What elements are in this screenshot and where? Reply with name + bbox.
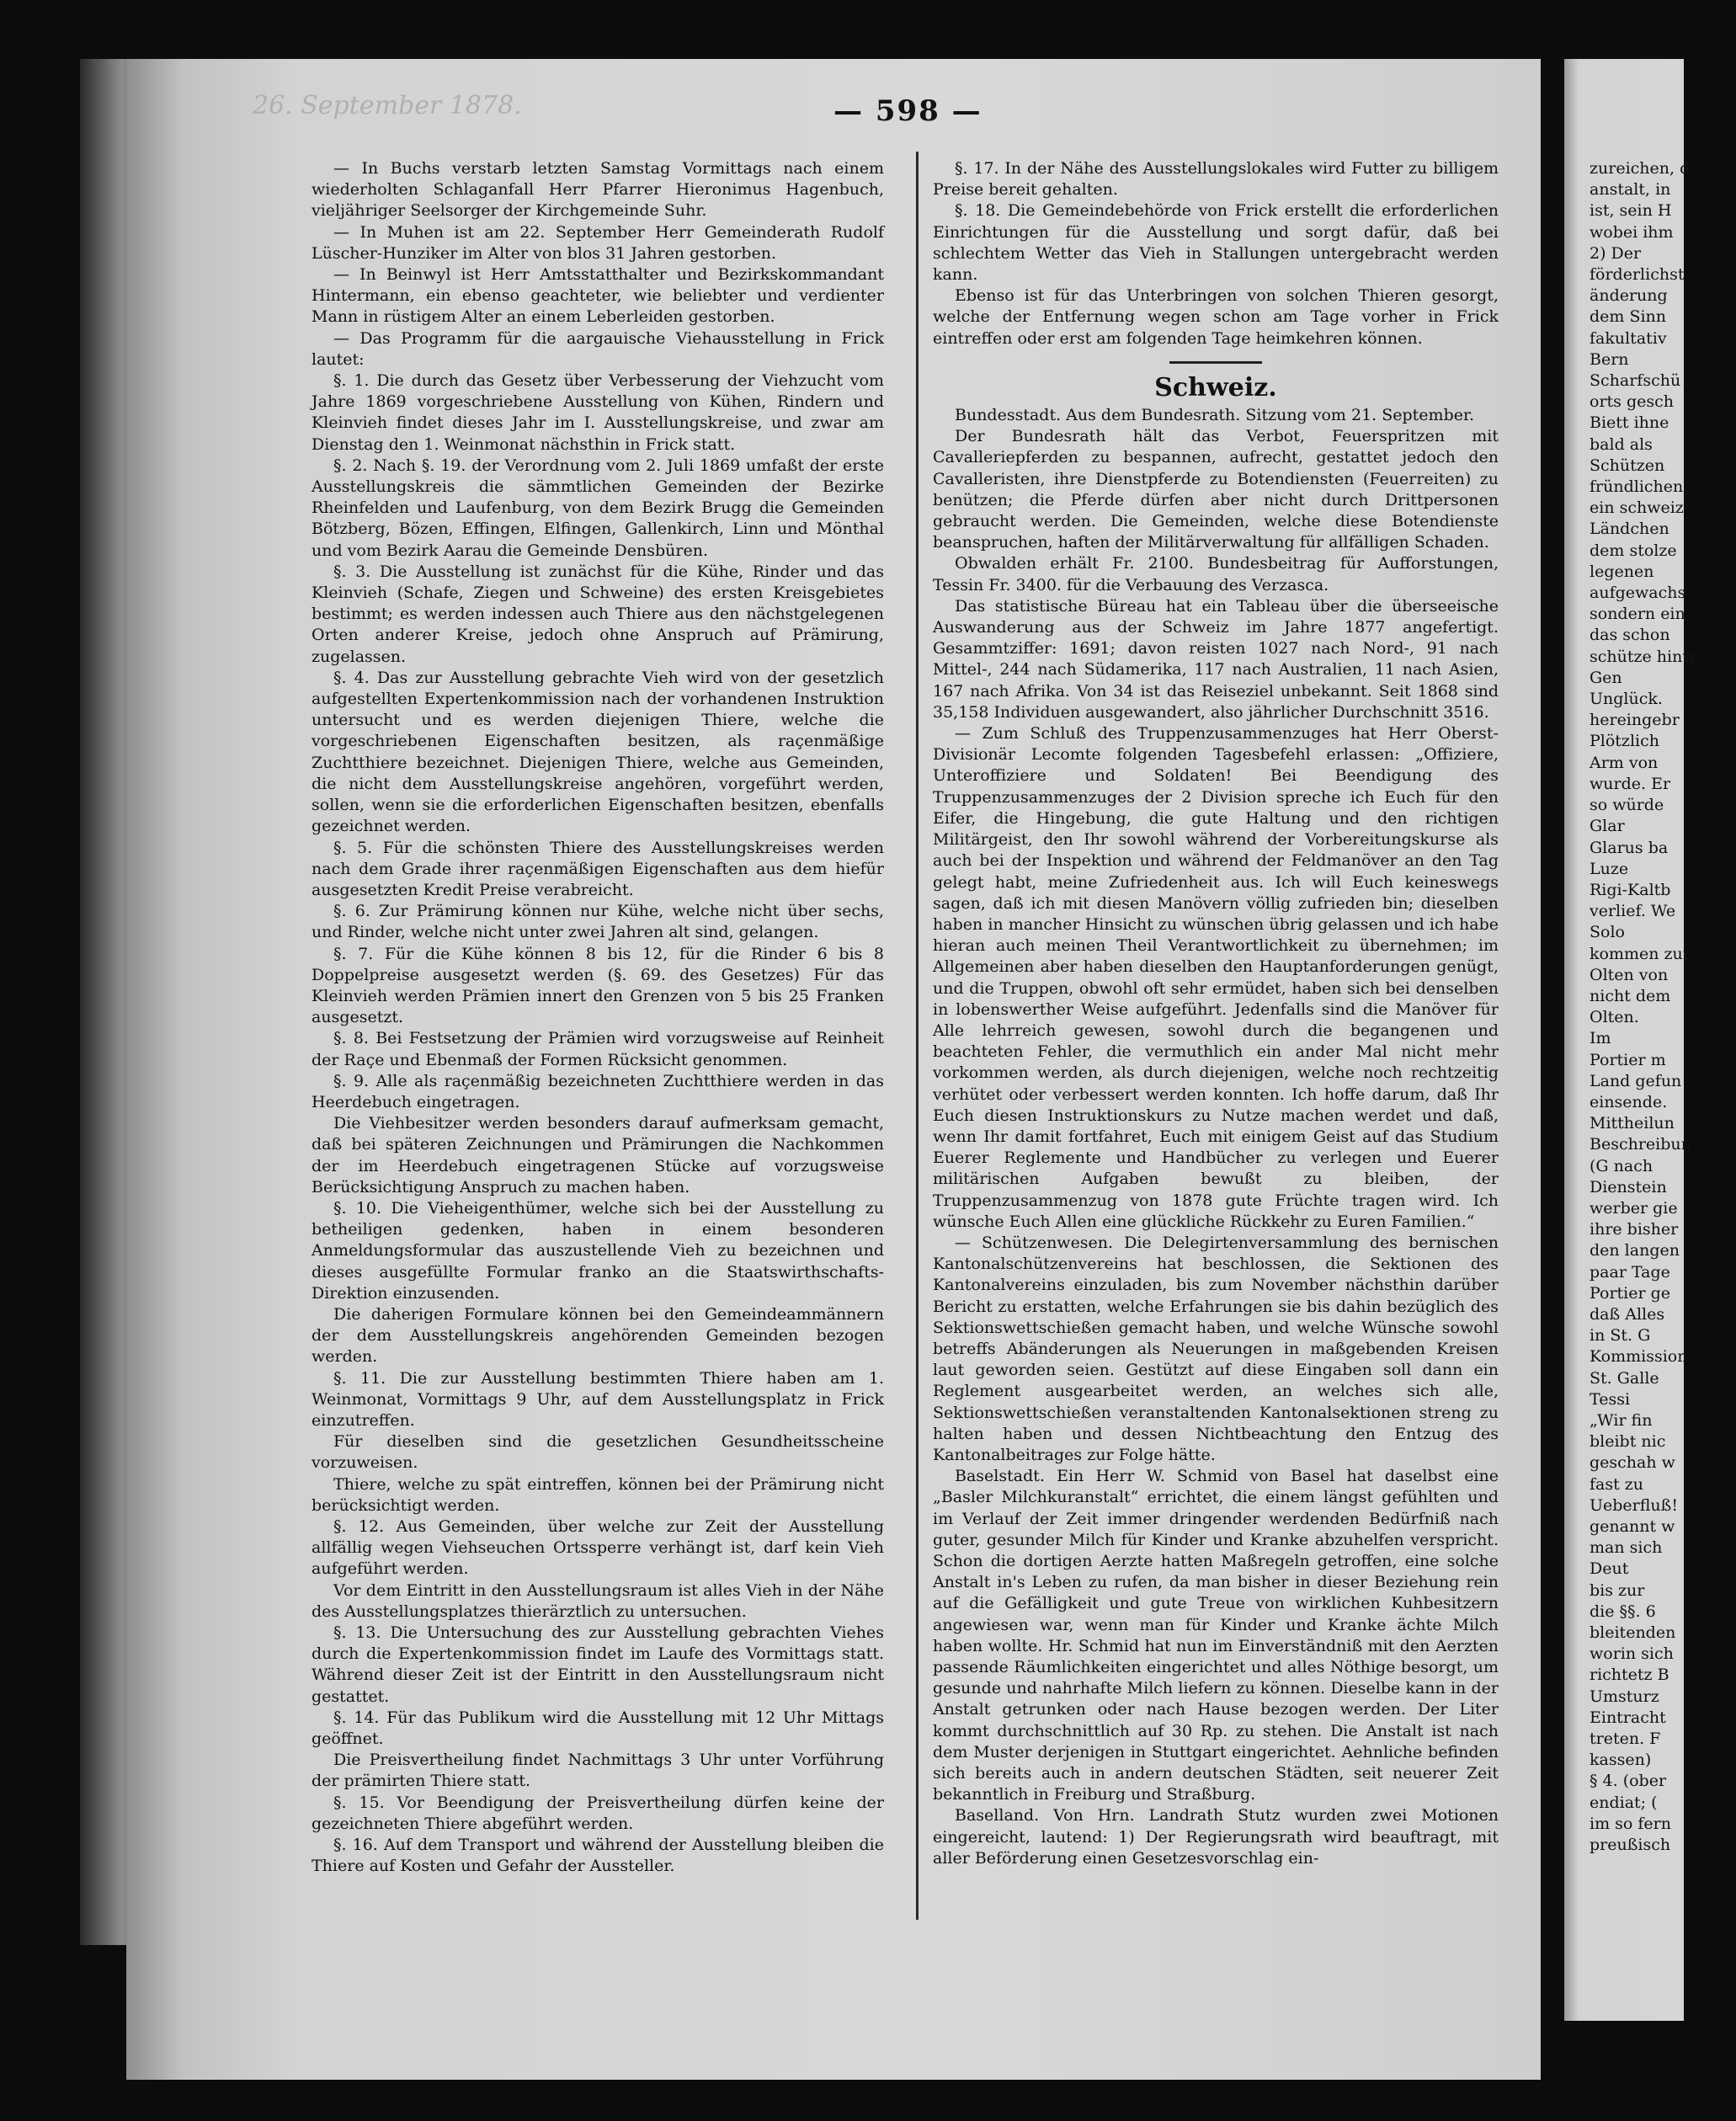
- paragraph: §. 4. Das zur Ausstellung gebrachte Vieh wird von der gesetzlich aufgestellten Expertenkommission nach der vorhandenen Instruktion untersucht und es werden diejenigen Thiere, welche die vorgeschriebenen Eigenschaften besitzen, als raçenmäßige Zuchtthiere bezeichnet. Diejenigen Thiere, welche aus Gemeinden, die nicht dem Ausstellungskreise angehören, vorgeführt werden, sollen, wenn sie die erforderlichen Eigenschaften besitzen, ebenfalls gezeichnet werden.: [312, 668, 884, 836]
- section-title: Schweiz.: [1154, 372, 1277, 402]
- line-fragment: schütze hinw: [1590, 647, 1696, 666]
- paragraph: Die Viehbesitzer werden besonders darauf aufmerksam gemacht, daß bei späteren Zeichnungen und Prämirungen die Nachkommen der im Heerdebuch eingetragenen Stücke auf vorzugsweise Berücksichtigung Anspruch zu machen haben.: [312, 1114, 884, 1196]
- paragraph: Obwalden erhält Fr. 2100. Bundesbeitrag für Aufforstungen, Tessin Fr. 3400. für die Verbauung des Verzasca.: [933, 554, 1499, 594]
- paragraph: Für dieselben sind die gesetzlichen Gesundheitsscheine vorzuweisen.: [312, 1432, 884, 1473]
- line-fragment: ein schweiz: [1590, 498, 1684, 518]
- paragraph: Das statistische Büreau hat ein Tableau über die überseeische Auswanderung aus der Schweiz im Jahre 1877 angefertigt. Gesammtziffer: 1691; davon reisten 1027 nach Nord-, 91 nach Mittel-, 244 nach Südamerika, 117 nach Australien, 11 nach Asien, 167 nach Afrika. Von 34 ist das Reiseziel unbekannt. Seit 1868 sind 35,158 Individuen ausgewandert, also jährlicher Durchschnitt 3516.: [933, 596, 1499, 722]
- paragraph: §. 2. Nach §. 19. der Verordnung vom 2. Juli 1869 umfaßt der erste Ausstellungskreis die sämmtlichen Gemeinden der Bezirke Rheinfelden und Laufenburg, von dem Bezirk Brugg die Gemeinden Bötzberg, Bözen, Effingen, Elfingen, Gallenkirch, Linn und Mönthal und vom Bezirk Aarau die Gemeinde Densbüren.: [312, 456, 884, 560]
- article-separator: [1169, 361, 1262, 364]
- line-fragment: werber gie: [1590, 1198, 1678, 1218]
- line-fragment: bleibt nic: [1590, 1432, 1666, 1452]
- line-fragment: fakultativ: [1590, 328, 1667, 348]
- line-fragment: dem Sinn: [1590, 307, 1667, 327]
- line-fragment: ihre bisher: [1590, 1220, 1679, 1239]
- column-middle-top: [933, 158, 1499, 349]
- column-middle-bottom: [933, 405, 1499, 1869]
- paragraph: §. 15. Vor Beendigung der Preisvertheilung dürfen keine der gezeichneten Thiere abgeführt werden.: [312, 1793, 884, 1833]
- line-fragment: orts gesch: [1590, 392, 1674, 412]
- line-fragment: genannt w: [1590, 1517, 1675, 1536]
- line-fragment: „Wir fin: [1590, 1410, 1653, 1430]
- paragraph: §. 16. Auf dem Transport und während der Ausstellung bleiben die Thiere auf Kosten und Gefahr der Aussteller.: [312, 1836, 884, 1876]
- paragraph: Baselland. Von Hrn. Landrath Stutz wurden zwei Motionen eingereicht, lautend: 1) Der Regierungsrath wird beauftragt, mit aller Beförderung einen Gesetzesvorschlag ein-: [933, 1806, 1499, 1868]
- line-fragment: Kommission: [1590, 1347, 1688, 1367]
- line-fragment: Biett ihne: [1590, 413, 1669, 433]
- paragraph: §. 17. In der Nähe des Ausstellungslokales wird Futter zu billigem Preise bereit gehalten.: [933, 159, 1499, 200]
- paragraph: §. 13. Die Untersuchung des zur Ausstellung gebrachten Viehes durch die Expertenkommission findet im Laufe des Vormittags statt. Während dieser Zeit ist der Eintritt in den Ausstellungsraum nicht gestattet.: [312, 1623, 884, 1706]
- line-fragment: Rigi-Kaltb: [1590, 880, 1671, 899]
- line-fragment: einsende.: [1590, 1092, 1668, 1111]
- bleed-through-header: 26. September 1878.: [253, 91, 522, 120]
- line-fragment: Glar: [1590, 817, 1625, 836]
- line-fragment: Luze: [1590, 859, 1629, 878]
- paragraph: Baselstadt. Ein Herr W. Schmid von Basel hat daselbst eine „Basler Milchkuranstalt“ errichtet, die einem längst gefühlten und im Verlauf der Zeit immer dringender werdenden Bedürfniß nach guter, gesunder Milch für Kinder und Kranke abzuhelfen verspricht. Schon die dortigen Aerzte hatten Maßregeln getroffen, eine solche Anstalt in's Leben zu rufen, da man bisher in dieser Beziehung rein auf die Gefälligkeit und gute Treue von wirklichen Kuhbesitzern angewiesen war, wenn man für Kinder und Kranke ächte Milch haben wollte. Hr. Schmid hat nun im Einverständniß mit den Aerzten passende Räumlichkeiten eingerichtet und alles Nöthige besorgt, um gesunde und nahrhafte Milch liefern zu können. Dieselbe kann in der Anstalt getrunken oder nach Hause bezogen werden. Der Liter kommt durchschnittlich auf 30 Rp. zu stehen. Die Anstalt ist nach dem Muster derjenigen in Stuttgart eingerichtet. Aehnliche befinden sich bereits auch in andern deutschen Städten, seit neuerer Zeit bekanntlich in Freiburg und Straßburg.: [933, 1467, 1499, 1804]
- line-fragment: § 4. (ober: [1590, 1772, 1667, 1791]
- line-fragment: kommen zur: [1590, 944, 1691, 963]
- line-fragment: den langen: [1590, 1241, 1680, 1260]
- line-fragment: bleitenden: [1590, 1623, 1676, 1643]
- line-fragment: verlief. We: [1590, 902, 1676, 921]
- line-fragment: Solo: [1590, 923, 1625, 942]
- paragraph: Vor dem Eintritt in den Ausstellungsraum ist alles Vieh in der Nähe des Ausstellungsplatzes thierärztlich zu untersuchen.: [312, 1580, 884, 1621]
- line-fragment: Portier ge: [1590, 1283, 1671, 1303]
- line-fragment: nicht dem: [1590, 986, 1671, 1005]
- line-fragment: Ueberfluß!: [1590, 1495, 1678, 1515]
- line-fragment: Dienstein: [1590, 1177, 1667, 1196]
- line-fragment: dem stolze: [1590, 541, 1677, 560]
- paragraph: — In Beinwyl ist Herr Amtsstatthalter und Bezirkskommandant Hintermann, ein ebenso geachteter, wie beliebter und verdienter Mann in rüstigem Alter an einem Leberleiden gestorben.: [312, 265, 884, 327]
- line-fragment: bis zur: [1590, 1580, 1645, 1600]
- line-fragment: Im: [1590, 1029, 1611, 1048]
- paragraph: Ebenso ist für das Unterbringen von solchen Thieren gesorgt, welche der Entfernung wegen schon am Tage vorher in Frick eintreffen oder erst am folgenden Tage heimkehren können.: [933, 286, 1499, 348]
- line-fragment: Tessi: [1590, 1389, 1631, 1409]
- line-fragment: Olten.: [1590, 1008, 1639, 1027]
- line-fragment: man sich: [1590, 1538, 1663, 1558]
- line-fragment: Scharfschü: [1590, 371, 1681, 391]
- paragraph: §. 10. Die Vieheigenthümer, welche sich bei der Ausstellung zu betheiligen gedenken, haben in einem besonderen Anmeldungsformular das auszustellende Vieh zu bezeichnen und dieses ausgefüllte Formular franko an die Staatswirthschafts-Direktion einzusenden.: [312, 1198, 884, 1303]
- line-fragment: so würde: [1590, 796, 1664, 815]
- line-fragment: aufgewachs: [1590, 584, 1686, 603]
- paragraph: §. 5. Für die schönsten Thiere des Ausstellungskreises werden nach dem Grade ihrer raçenmäßigen Eigenschaften aus dem hiefür ausgesetzten Kredit Preise verabreicht.: [312, 838, 884, 899]
- line-fragment: worin sich: [1590, 1644, 1674, 1664]
- line-fragment: Olten von: [1590, 965, 1669, 984]
- column-right-fragment: [1568, 158, 1736, 1856]
- paragraph: Der Bundesrath hält das Verbot, Feuerspritzen mit Cavalleriepferden zu bespannen, aufrecht, gestattet jedoch den Cavalleristen, ihre Dienstpferde zu Botendiensten (Feuerreiten) zu benützen; die Pferde dürfen aber nicht durch Drittpersonen gebraucht werden. Die Gemeinden, welche diese Botendienste beanspruchen, haften der Militärverwaltung für allfälligen Schaden.: [933, 427, 1499, 552]
- line-fragment: Plötzlich: [1590, 732, 1659, 751]
- line-fragment: endiat; (: [1590, 1793, 1658, 1812]
- line-fragment: anstalt, in: [1590, 180, 1671, 200]
- paragraph: §. 6. Zur Prämirung können nur Kühe, welche nicht über sechs, und Rinder, welche nicht unter zwei Jahren alt sind, gelangen.: [312, 902, 884, 942]
- line-fragment: Unglück.: [1590, 690, 1663, 709]
- line-fragment: 2) Der: [1590, 243, 1642, 263]
- line-fragment: im so fern: [1590, 1814, 1671, 1833]
- line-fragment: Schützen: [1590, 456, 1665, 475]
- line-fragment: Beschreibun: [1590, 1135, 1691, 1154]
- line-fragment: Bern: [1590, 349, 1629, 369]
- paragraph: §. 7. Für die Kühe können 8 bis 12, für die Rinder 6 bis 8 Doppelpreise ausgesetzt werden (§. 69. des Gesetzes) Für das Kleinvieh werden Prämien innert den Grenzen von 5 bis 25 Franken ausgesetzt.: [312, 944, 884, 1027]
- page-number: — 598 —: [833, 94, 982, 128]
- line-fragment: Gen: [1590, 668, 1622, 687]
- line-fragment: Umsturz: [1590, 1687, 1659, 1706]
- line-fragment: Land gefun: [1590, 1071, 1682, 1090]
- paragraph: §. 14. Für das Publikum wird die Ausstellung mit 12 Uhr Mittags geöffnet.: [312, 1708, 884, 1749]
- paragraph: §. 12. Aus Gemeinden, über welche zur Zeit der Ausstellung allfällig wegen Viehseuchen Ortssperre verhängt ist, darf kein Vieh aufgeführt werden.: [312, 1517, 884, 1579]
- paragraph: — Zum Schluß des Truppenzusammenzuges hat Herr Oberst-Divisionär Lecomte folgenden Tagesbefehl erlassen: „Offiziere, Unteroffiziere und Soldaten! Bei Beendigung des Truppenzusammenzuges der 2 Division spreche ich Euch für den Eifer, die Hingebung, die gute Haltung und den richtigen Militärgeist, den Ihr sowohl während der Vorbereitungskurse als auch bei der Inspektion und während der Feldmanöver an den Tag gelegt habt, meine Zufriedenheit aus. Ich will Euch keineswegs sagen, daß ich mit diesen Manövern völlig zufrieden bin; dieselben haben in mancher Hinsicht zu wünschen übrig gelassen und ich habe hieran auch meinen Theil Verantwortlichkeit zu übernehmen; im Allgemeinen aber haben dieselben den Hauptanforderungen genügt, und die Truppen, obwohl oft sehr ermüdet, haben sich bei denselben in lobenswerther Weise aufgeführt. Jedenfalls sind die Manöver für Alle lehrreich gewesen, sowohl durch die begangenen und beachteten Fehler, die vermuthlich ein ander Mal nicht mehr vorkommen werden, als durch diejenigen, welche noch rechtzeitig verhütet oder verbessert werden konnten. Ich hoffe darum, daß Ihr Euch diesen Instruktionskurs zu Nutze machen werdet und daß, wenn Ihr damit fortfahret, Euch mit einigem Geist auf das Studium Euerer Reglemente und Handbücher zu verlegen und Euerer militärischen Aufgaben bewußt zu bleiben, der Truppenzusammenzug von 1878 gute Früchte tragen wird. Ich wünsche Euch Allen eine glückliche Rückkehr zu Euren Familien.“: [933, 724, 1499, 1231]
- paragraph: — In Buchs verstarb letzten Samstag Vormittags nach einem wiederholten Schlaganfall Herr Pfarrer Hieronimus Hagenbuch, vieljähriger Seelsorger der Kirchgemeinde Suhr.: [312, 159, 884, 221]
- paragraph: §. 1. Die durch das Gesetz über Verbesserung der Viehzucht vom Jahre 1869 vorgeschriebene Ausstellung von Kühen, Rindern und Kleinvieh findet dieses Jahr im I. Ausstellungskreise, und zwar am Dienstag den 1. Weinmonat nächsthin in Frick statt.: [312, 371, 884, 454]
- paragraph: Thiere, welche zu spät eintreffen, können bei der Prämirung nicht berücksichtigt werden.: [312, 1474, 884, 1515]
- line-fragment: (G nach: [1590, 1156, 1653, 1175]
- column-left: [312, 158, 884, 1877]
- line-fragment: geschah w: [1590, 1453, 1675, 1473]
- line-fragment: Arm von: [1590, 753, 1659, 772]
- paragraph: Bundesstadt. Aus dem Bundesrath. Sitzung vom 21. September.: [955, 406, 1475, 425]
- line-fragment: richtetz B: [1590, 1665, 1669, 1685]
- line-fragment: zureichen, d: [1590, 159, 1691, 178]
- line-fragment: fast zu: [1590, 1474, 1644, 1494]
- line-fragment: das schon: [1590, 626, 1670, 645]
- line-fragment: förderlichst: [1590, 265, 1685, 285]
- line-fragment: in St. G: [1590, 1326, 1651, 1346]
- line-fragment: fründlichen: [1590, 477, 1684, 497]
- paragraph: — Das Programm für die aargauische Viehausstellung in Frick lautet:: [312, 328, 884, 369]
- paragraph: §. 18. Die Gemeindebehörde von Frick erstellt die erforderlichen Einrichtungen für die Ausstellung und sorgt dafür, daß bei schlechtem Wetter das Vieh in Stallungen untergebracht werden kann.: [933, 201, 1499, 285]
- paragraph: §. 8. Bei Festsetzung der Prämien wird vorzugsweise auf Reinheit der Raçe und Ebenmaß der Formen Rücksicht genommen.: [312, 1029, 884, 1069]
- line-fragment: St. Galle: [1590, 1368, 1659, 1388]
- line-fragment: ist, sein H: [1590, 201, 1672, 221]
- line-fragment: Eintracht: [1590, 1708, 1666, 1727]
- paragraph: Die daherigen Formulare können bei den Gemeindeammännern der dem Ausstellungskreis angehörenden Gemeinden bezogen werden.: [312, 1304, 884, 1367]
- line-fragment: kassen): [1590, 1751, 1652, 1770]
- line-fragment: legenen: [1590, 562, 1654, 581]
- line-fragment: sondern ein: [1590, 605, 1685, 624]
- line-fragment: paar Tage: [1590, 1262, 1670, 1282]
- line-fragment: treten. F: [1590, 1729, 1661, 1749]
- paragraph: — In Muhen ist am 22. September Herr Gemeinderath Rudolf Lüscher-Hunziker im Alter von blos 31 Jahren gestorben.: [312, 222, 884, 263]
- line-fragment: Portier m: [1590, 1050, 1666, 1069]
- line-fragment: die §§. 6: [1590, 1601, 1656, 1621]
- paragraph: §. 3. Die Ausstellung ist zunächst für die Kühe, Rinder und das Kleinvieh (Schafe, Ziegen und Schweine) des ersten Kreisgebietes bestimmt; es werden indessen auch Thiere aus den nächstgelegenen Orten anderer Kreise, jedoch ohne Anspruch auf Prämirung, zugelassen.: [312, 562, 884, 666]
- line-fragment: hereingebr: [1590, 711, 1680, 730]
- line-fragment: bald als: [1590, 434, 1653, 454]
- paragraph: §. 9. Alle als raçenmäßig bezeichneten Zuchtthiere werden in das Heerdebuch eingetragen.: [312, 1071, 884, 1111]
- line-fragment: daß Alles: [1590, 1304, 1665, 1324]
- paragraph: — Schützenwesen. Die Delegirtenversammlung des bernischen Kantonalschützenvereins hat beschlossen, die Sektionen des Kantonalvereins einzuladen, bis zum November nächsthin darüber Bericht zu erstatten, welche Erfahrungen sie bis dahin bezüglich des Sektionswettschießen gemacht haben, und welche Wünsche sowohl betreffs Abänderungen als Neuerungen in maßgebenden Kreisen laut geworden seien. Gestützt auf diese Eingaben soll dann ein Reglement ausgearbeitet werden, an welches sich alle, Sektionswettschießen veranstaltenden Kantonalsektionen streng zu halten haben und dessen Nichtbeachtung den Entzug des Kantonalbeitrages zur Folge hätte.: [933, 1233, 1499, 1464]
- line-fragment: änderung: [1590, 286, 1668, 306]
- column-divider: [916, 152, 919, 1920]
- line-fragment: Glarus ba: [1590, 838, 1669, 857]
- line-fragment: Deut: [1590, 1559, 1629, 1579]
- paragraph: §. 11. Die zur Ausstellung bestimmten Thiere haben am 1. Weinmonat, Vormittags 9 Uhr, auf dem Ausstellungsplatz in Frick einzutreffen.: [312, 1368, 884, 1430]
- line-fragment: preußisch: [1590, 1836, 1671, 1855]
- paragraph: Die Preisvertheilung findet Nachmittags 3 Uhr unter Vorführung der prämirten Thiere statt.: [312, 1751, 884, 1791]
- line-fragment: Mittheilun: [1590, 1114, 1675, 1133]
- line-fragment: Ländchen: [1590, 520, 1669, 539]
- line-fragment: wurde. Er: [1590, 774, 1671, 793]
- column-middle: [933, 158, 1499, 1869]
- line-fragment: wobei ihm: [1590, 222, 1674, 242]
